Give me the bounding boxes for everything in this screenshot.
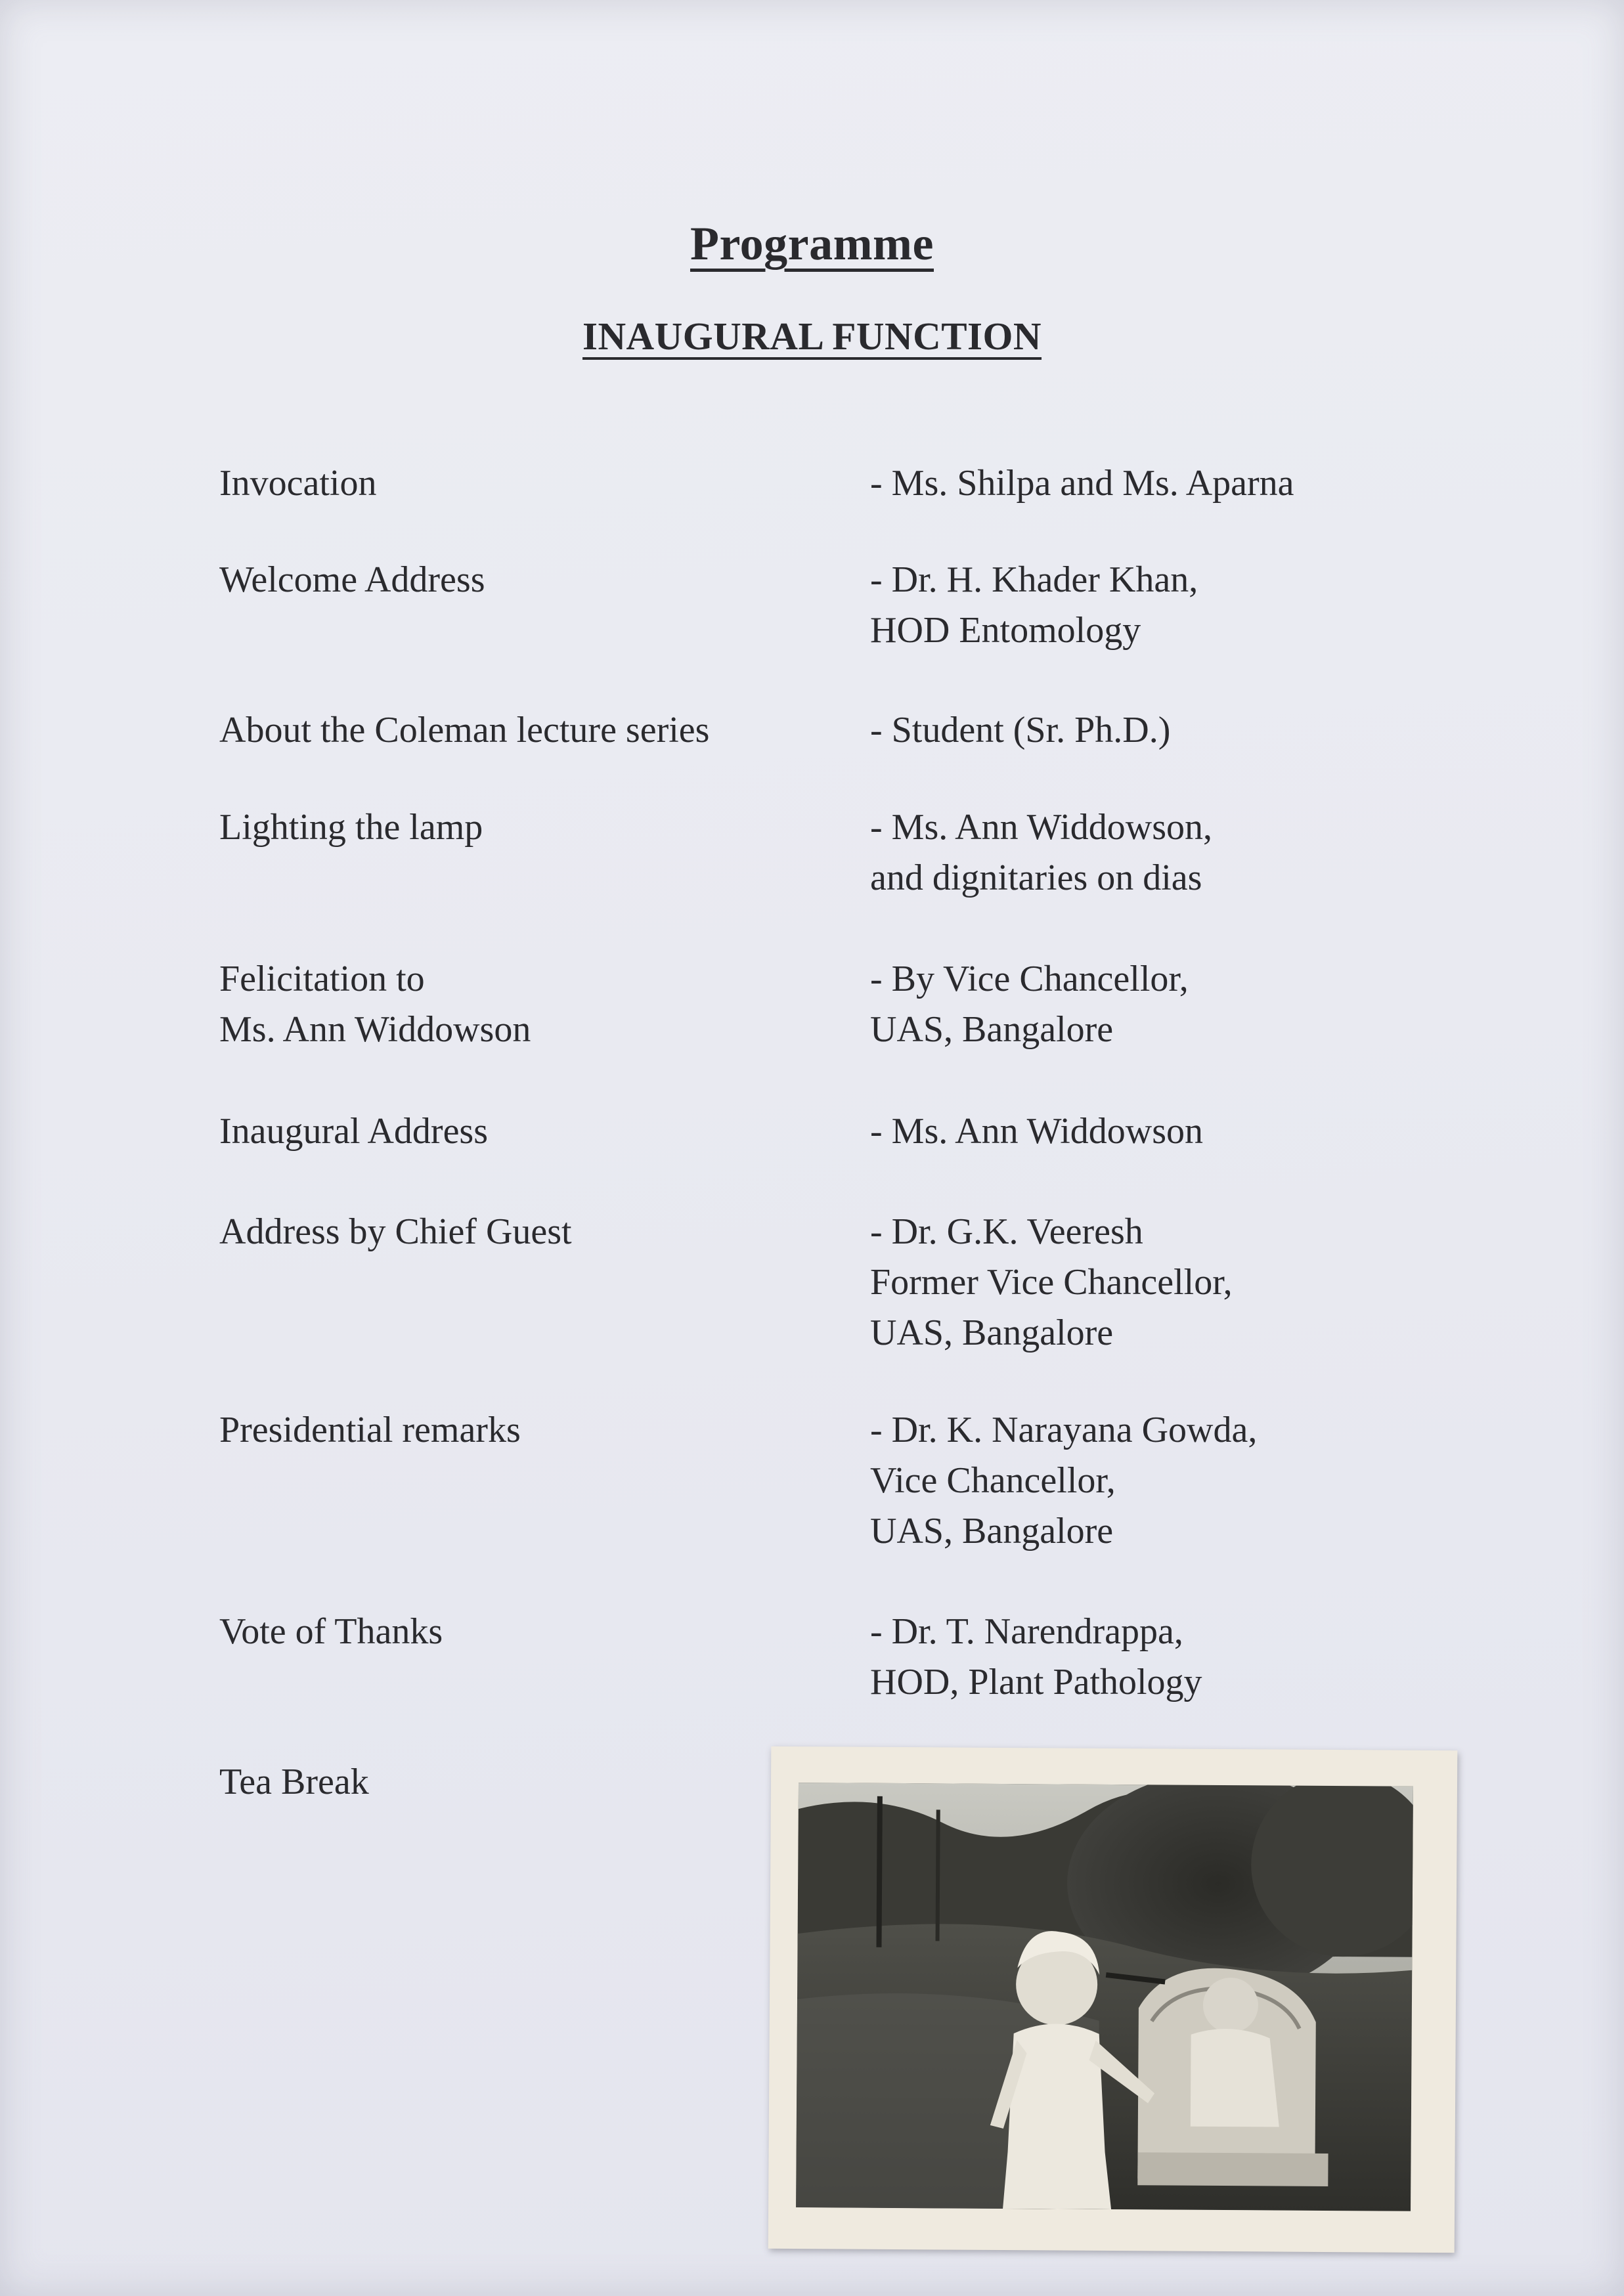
programme-item-label: Lighting the lamp	[219, 807, 483, 848]
programme-item-label: Tea Break	[219, 1762, 369, 1802]
programme-item-label: Address by Chief Guest	[219, 1211, 572, 1252]
photograph-image-drawing	[796, 1783, 1413, 2211]
programme-item-value: - Dr. H. Khader Khan, HOD Entomology	[870, 559, 1198, 651]
programme-item-label: Felicitation to Ms. Ann Widdowson	[219, 959, 531, 1050]
pasted-photograph	[768, 1746, 1458, 2253]
programme-item-value: - Ms. Ann Widdowson	[870, 1111, 1203, 1152]
programme-item-label: Presidential remarks	[219, 1410, 521, 1450]
programme-item-value: - Dr. K. Narayana Gowda, Vice Chancellor, UAS, Bangalore	[870, 1410, 1258, 1551]
programme-item-label: Invocation	[219, 463, 377, 504]
page-title: Programme	[690, 217, 934, 270]
photograph-image	[796, 1783, 1413, 2211]
programme-item-label: Welcome Address	[219, 559, 485, 600]
programme-item-value: - Student (Sr. Ph.D.)	[870, 710, 1171, 750]
programme-item-value: - Ms. Shilpa and Ms. Aparna	[870, 463, 1294, 504]
programme-item-label: Inaugural Address	[219, 1111, 489, 1152]
programme-item-label: About the Coleman lecture series	[219, 710, 710, 750]
page-subtitle: INAUGURAL FUNCTION	[582, 314, 1042, 358]
programme-item-label: Vote of Thanks	[219, 1611, 443, 1652]
programme-item-value: - Dr. G.K. Veeresh Former Vice Chancellor, UAS, Bangalore	[870, 1211, 1233, 1353]
programme-item-value: - Dr. T. Narendrappa, HOD, Plant Pathology	[870, 1611, 1202, 1702]
programme-item-value: - By Vice Chancellor, UAS, Bangalore	[870, 959, 1189, 1050]
programme-item-value: - Ms. Ann Widdowson, and dignitaries on dias	[870, 807, 1212, 898]
